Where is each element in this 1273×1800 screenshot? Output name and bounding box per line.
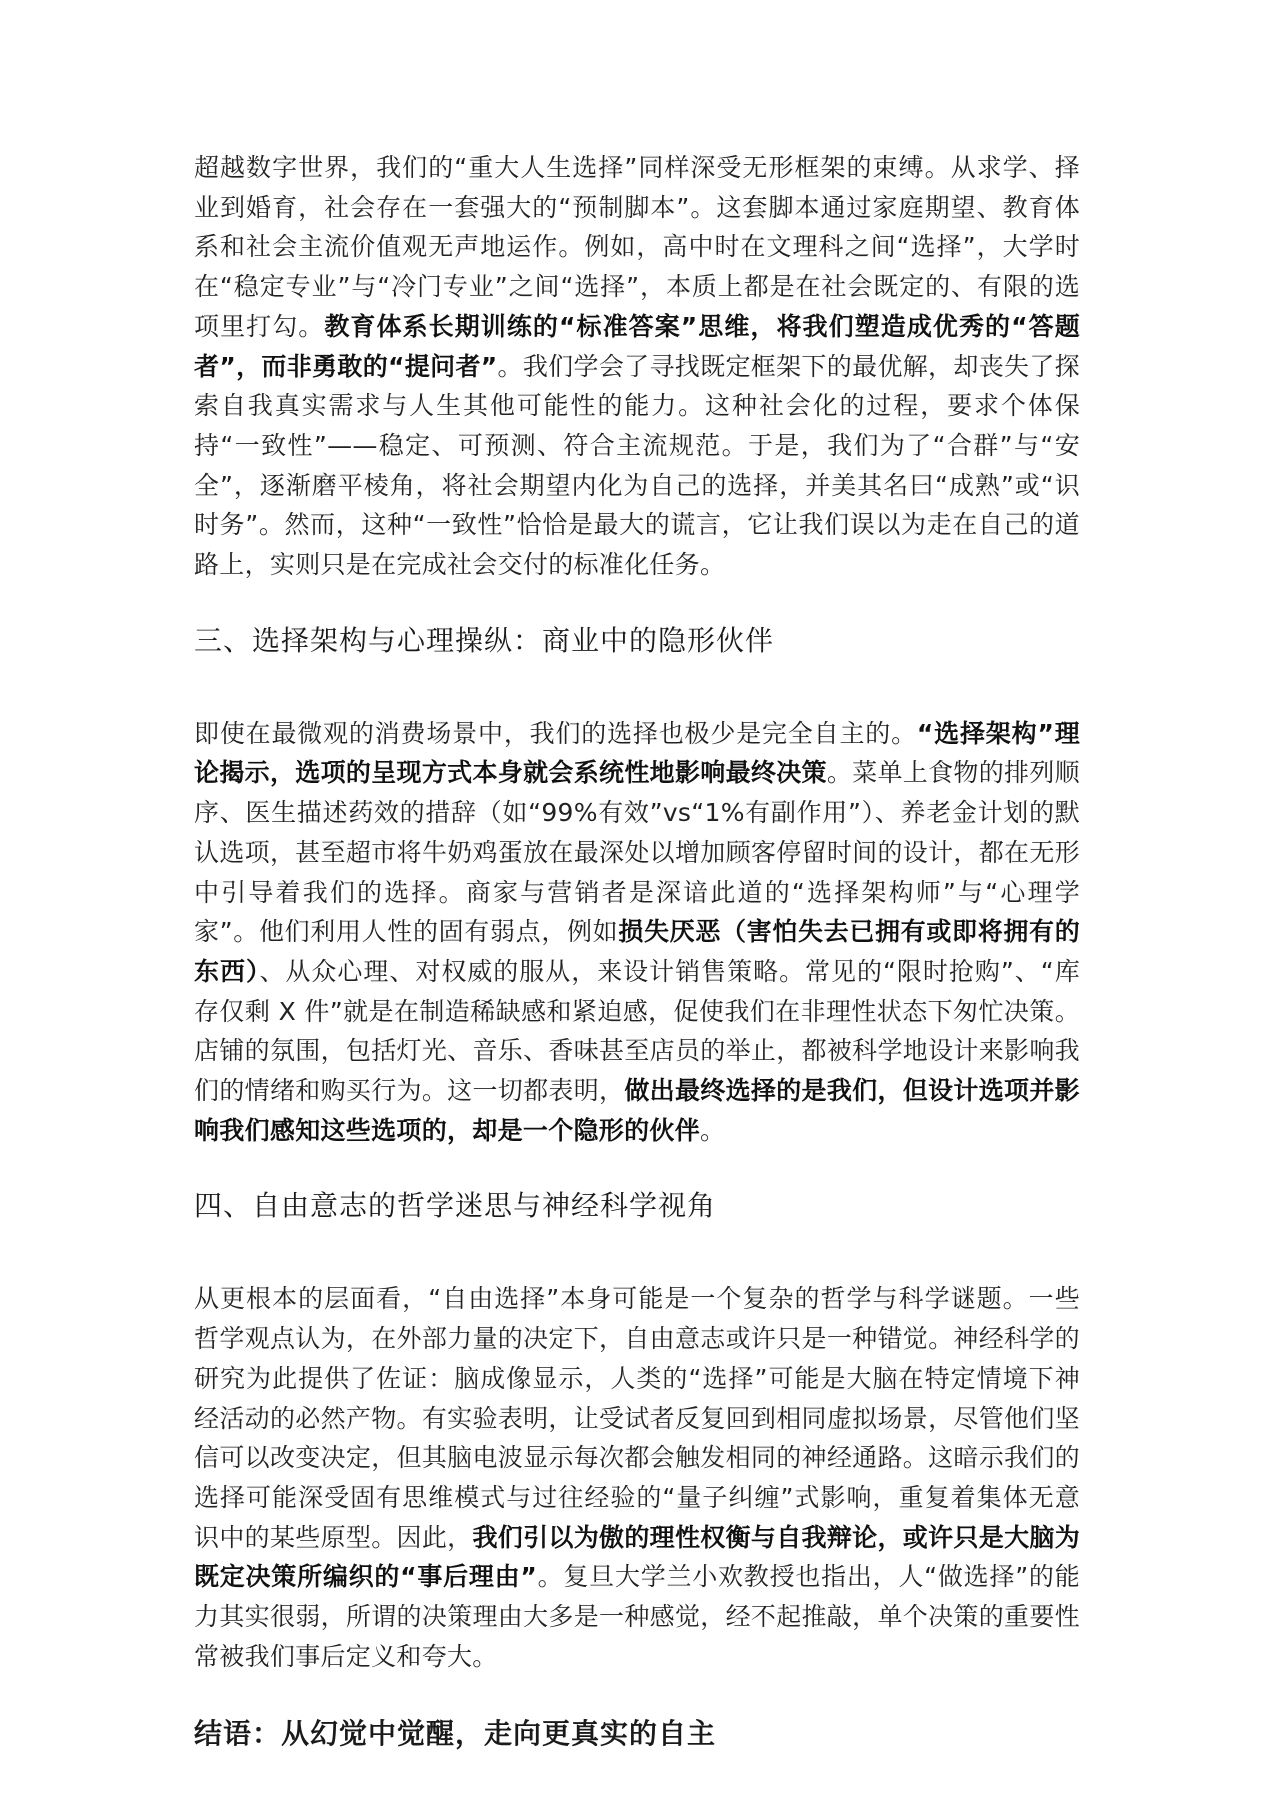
document-page [194, 148, 1080, 1754]
text-run: 。 [700, 1115, 726, 1145]
text-run: 、从众心理、对权威的服从，来设计销售策略。常见的“限时抢购”、“库存仅剩 X 件”就是在制造稀缺感和紧迫感，促使我们在非理性状态下匆忙决策。店铺的氛围，包括灯光、音乐、香味甚至店员的举止，都被科学地设计来影响我们的情绪和购买行为。这一切都表明， [194, 956, 1080, 1106]
paragraph-free-will [194, 1279, 1080, 1676]
section-heading-free-will: 四、自由意志的哲学迷思与神经科学视角 [194, 1189, 717, 1223]
paragraph-choice-architecture [194, 714, 1080, 1151]
paragraph-social-scripts [194, 148, 1080, 585]
section-heading-conclusion: 结语：从幻觉中觉醒，走向更真实的自主 [194, 1716, 717, 1750]
text-run: 即使在最微观的消费场景中，我们的选择也极少是完全自主的。 [194, 718, 917, 748]
emphasis-run: 我们引以为傲的理性权衡与自我辩论，或许只是大脑为既定决策所编织的“事后理由” [194, 1522, 1080, 1592]
text-run: 。复旦大学兰小欢教授也指出，人“做选择”的能力其实很弱，所谓的决策理由大多是一种感觉，经不起推敲，单个决策的重要性常被我们事后定义和夸大。 [194, 1562, 1080, 1671]
emphasis-run: “选择架构”理论揭示，选项的呈现方式本身就会系统性地影响最终决策 [194, 718, 1080, 788]
text-run: 。我们学会了寻找既定框架下的最优解，却丧失了探索自我真实需求与人生其他可能性的能力。这种社会化的过程，要求个体保持“一致性”——稳定、可预测、符合主流规范。于是，我们为了“合群”与“安全”，逐渐磨平棱角，将社会期望内化为自己的选择，并美其名曰“成熟”或“识时务”。然而，这种“一致性”恰恰是最大的谎言，它让我们误以为走在自己的道路上，实则只是在完成社会交付的标准化任务。 [194, 351, 1080, 580]
text-run: 。菜单上食物的排列顺序、医生描述药效的措辞（如“99%有效”vs“1%有副作用”）、养老金计划的默认选项，甚至超市将牛奶鸡蛋放在最深处以增加顾客停留时间的设计，都在无形中引导着我们的选择。商家与营销者是深谙此道的“选择架构师”与“心理学家”。他们利用人性的固有弱点，例如 [194, 758, 1080, 947]
section-heading-choice-architecture: 三、选择架构与心理操纵：商业中的隐形伙伴 [194, 623, 775, 657]
emphasis-run: 做出最终选择的是我们，但设计选项并影响我们感知这些选项的，却是一个隐形的伙伴 [194, 1076, 1080, 1145]
emphasis-run: 损失厌恶（害怕失去已拥有或即将拥有的东西） [194, 917, 1080, 986]
text-run: 超越数字世界，我们的“重大人生选择”同样深受无形框架的束缚。从求学、择业到婚育，社会存在一套强大的“预制脚本”。这套脚本通过家庭期望、教育体系和社会主流价值观无声地运作。例如，高中时在文理科之间“选择”，大学时在“稳定专业”与“冷门专业”之间“选择”，本质上都是在社会既定的、有限的选项里打勾。 [194, 153, 1080, 341]
text-run: 从更根本的层面看，“自由选择”本身可能是一个复杂的哲学与科学谜题。一些哲学观点认为，在外部力量的决定下，自由意志或许只是一种错觉。神经科学的研究为此提供了佐证：脑成像显示，人类的“选择”可能是大脑在特定情境下神经活动的必然产物。有实验表明，让受试者反复回到相同虚拟场景，尽管他们坚信可以改变决定，但其脑电波显示每次都会触发相同的神经通路。这暗示我们的选择可能深受固有思维模式与过往经验的“量子纠缠”式影响，重复着集体无意识中的某些原型。因此， [194, 1284, 1080, 1552]
emphasis-run: 教育体系长期训练的“标准答案”思维，将我们塑造成优秀的“答题者”，而非勇敢的“提问者” [194, 311, 1080, 381]
